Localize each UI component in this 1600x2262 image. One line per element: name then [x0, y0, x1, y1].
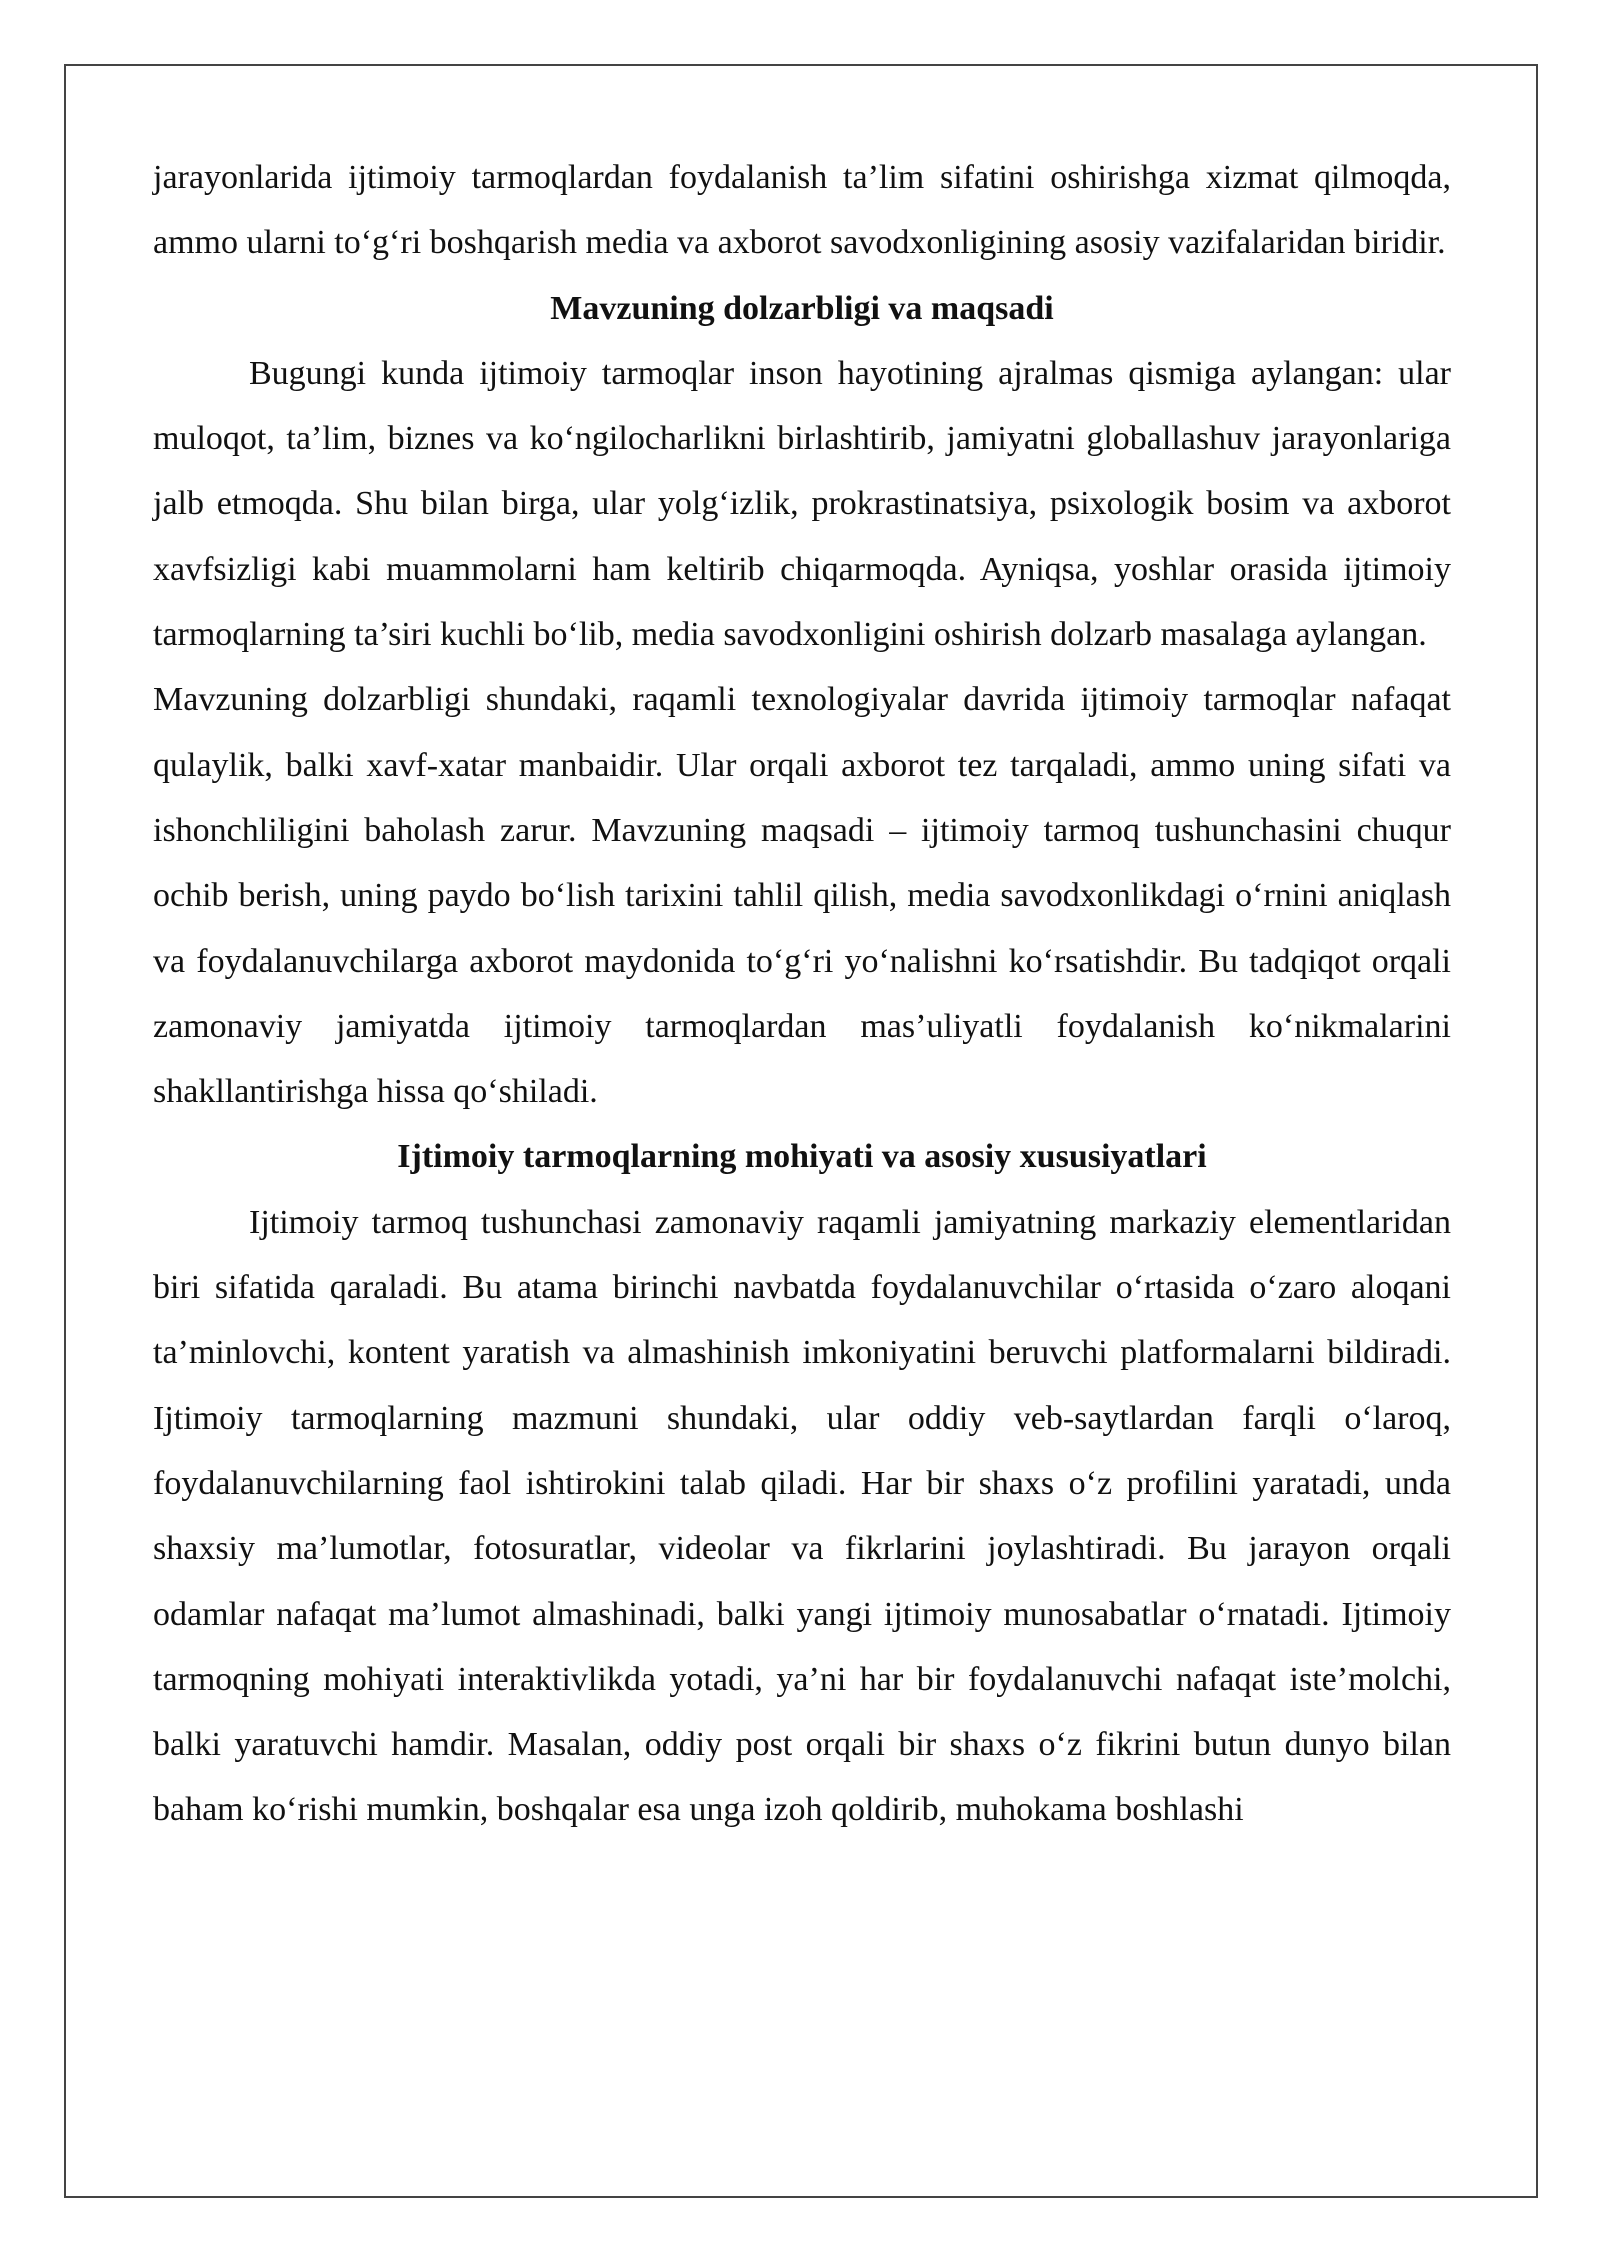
paragraph-essence: Ijtimoiy tarmoq tushunchasi zamonaviy raqamli jamiyatning markaziy elementlaridan biri sifatida qaraladi. Bu atama birinchi navbatda foydalanuvchilar o‘rtasida o‘zaro aloqani ta’minlovchi, kontent yaratish va almashinish imkoniyatini beruvchi platformalarni bildiradi. Ijtimoiy tarmoqlarning mazmuni shundaki, ular oddiy veb-saytlardan farqli o‘laroq, foydalanuvchilarning faol ishtirokini talab qiladi. Har bir shaxs o‘z profilini yaratadi, unda shaxsiy ma’lumotlar, fotosuratlar, videolar va fikrlarini joylashtiradi. Bu jarayon orqali odamlar nafaqat ma’lumot almashinadi, balki yangi ijtimoiy munosabatlar o‘rnatadi. Ijtimoiy tarmoqning mohiyati interaktivlikda yotadi, ya’ni har bir foydalanuvchi nafaqat iste’molchi, balki yaratuvchi hamdir. Masalan, oddiy post orqali bir shaxs o‘z fikrini butun dunyo bilan baham ko‘rishi mumkin, boshqalar esa unga izoh qoldirib, muhokama boshlashi — [153, 1203, 1451, 1829]
paragraph-relevance-goal: Mavzuning dolzarbligi shundaki, raqamli texnologiyalar davrida ijtimoiy tarmoqlar nafaqat qulaylik, balki xavf-xatar manbaidir. Ular orqali axborot tez tarqaladi, ammo uning sifati va ishonchliligini baholash zarur. Mavzuning maqsadi – ijtimoiy tarmoq tushunchasini chuqur ochib berish, uning paydo bo‘lish tarixini tahlil qilish, media savodxonlikdagi o‘rnini aniqlash va foydalanuvchilarga axborot maydonida to‘g‘ri yo‘nalishni ko‘rsatishdir. Bu tadqiqot orqali zamonaviy jamiyatda ijtimoiy tarmoqlardan mas’uliyatli foydalanish ko‘nikmalarini shakllantirishga hissa qo‘shiladi. — [153, 681, 1451, 1111]
paragraph-relevance-intro: Bugungi kunda ijtimoiy tarmoqlar inson hayotining ajralmas qismiga aylangan: ular muloqot, ta’lim, biznes va ko‘ngilocharlikni birlashtirib, jamiyatni globallashuv jarayonlariga jalb etmoqda. Shu bilan birga, ular yolg‘izlik, prokrastinatsiya, psixologik bosim va axborot xavfsizligi kabi muammolarni ham keltirib chiqarmoqda. Ayniqsa, yoshlar orasida ijtimoiy tarmoqlarning ta’siri kuchli bo‘lib, media savodxonligini oshirish dolzarb masalaga aylangan. — [153, 354, 1451, 654]
section-heading-essence: Ijtimoiy tarmoqlarning mohiyati va asosiy xususiyatlari — [397, 1138, 1207, 1176]
section-heading-relevance: Mavzuning dolzarbligi va maqsadi — [550, 289, 1054, 327]
paragraph-continuation: jarayonlarida ijtimoiy tarmoqlardan foydalanish ta’lim sifatini oshirishga xizmat qilmoqda, ammo ularni to‘g‘ri boshqarish media va axborot savodxonligining asosiy vazifalaridan biridir. — [153, 159, 1451, 262]
document-body — [153, 145, 1451, 1843]
